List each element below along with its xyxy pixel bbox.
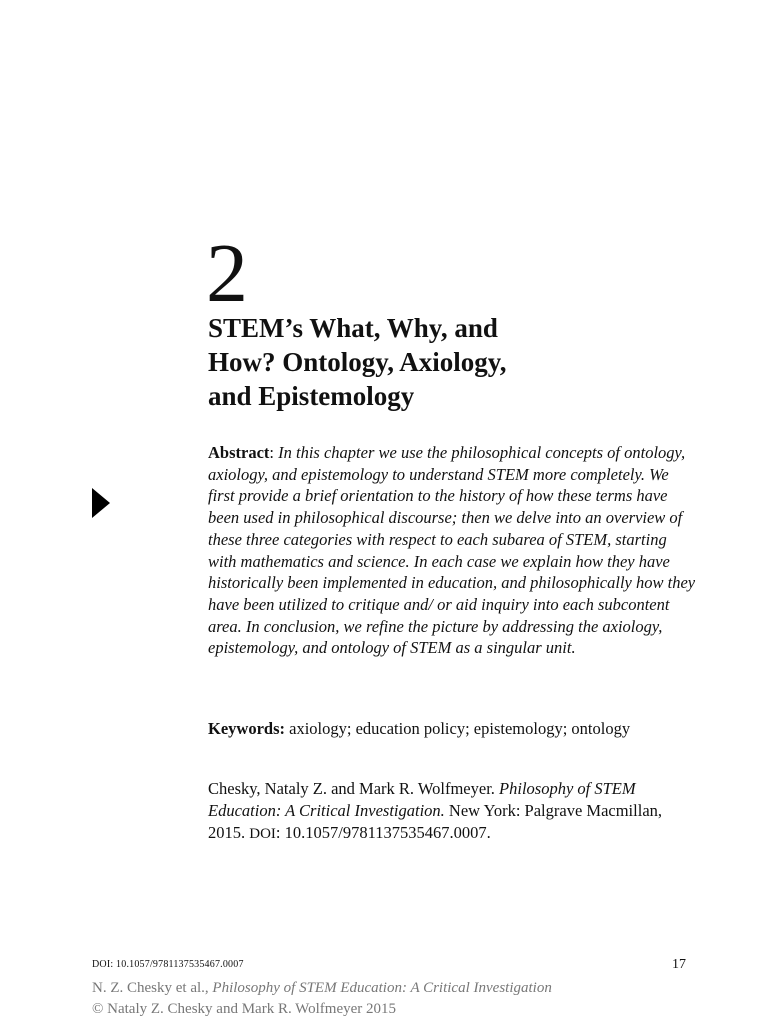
keywords — [208, 718, 678, 740]
abstract-text: In this chapter we use the philosophical concepts of ontology, axiology, and epistemology to understand STEM more completely. We first provide a brief orientation to the history of how these terms have been used in philosophical discourse; then we delve into an overview of these three categories with respect to each subarea of STEM, starting with mathematics and science. In each case we explain how they have historically been implemented in education, and philosophically how they have been utilized to critique and/ or aid inquiry into each subcontent area. In conclusion, we refine the picture by addressing the axiology, epistemology, and ontology of STEM as a singular unit. — [208, 443, 696, 658]
page-number: 17 — [672, 957, 686, 972]
keywords-label: Keywords: — [208, 719, 285, 738]
footer-doi: DOI: 10.1057/9781137535467.0007 — [92, 959, 244, 970]
citation-publisher: New York: Palgrave Macmillan, 2015. — [208, 801, 663, 842]
footer-citation-authors: N. Z. Chesky et al., — [92, 980, 213, 996]
chapter-title-line-2: How? Ontology, Axiology, — [208, 347, 507, 377]
chapter-number: 2 — [206, 227, 248, 320]
citation-authors: Chesky, Nataly Z. and Mark R. Wolfmeyer. — [208, 779, 500, 798]
play-marker-icon — [92, 488, 110, 518]
citation-doi-label: DOI — [249, 826, 276, 842]
citation — [208, 778, 698, 845]
chapter-title — [208, 311, 678, 413]
chapter-title-line-3: and Epistemology — [208, 381, 415, 411]
abstract-separator: : — [269, 443, 274, 462]
citation-doi-value: : 10.1057/9781137535467.0007. — [275, 823, 491, 842]
footer-citation — [92, 978, 732, 1020]
footer-citation-title: Philosophy of STEM Education: A Critical Investigation — [212, 980, 552, 996]
footer-copyright: © Nataly Z. Chesky and Mark R. Wolfmeyer 2015 — [92, 1001, 397, 1017]
abstract-label: Abstract — [208, 443, 270, 462]
abstract — [208, 442, 698, 659]
chapter-title-line-1: STEM’s What, Why, and — [208, 313, 498, 343]
keywords-text: axiology; education policy; epistemology; ontology — [285, 719, 631, 738]
citation-book-title: Philosophy of STEM Education: A Critical Investigation. — [208, 779, 636, 820]
